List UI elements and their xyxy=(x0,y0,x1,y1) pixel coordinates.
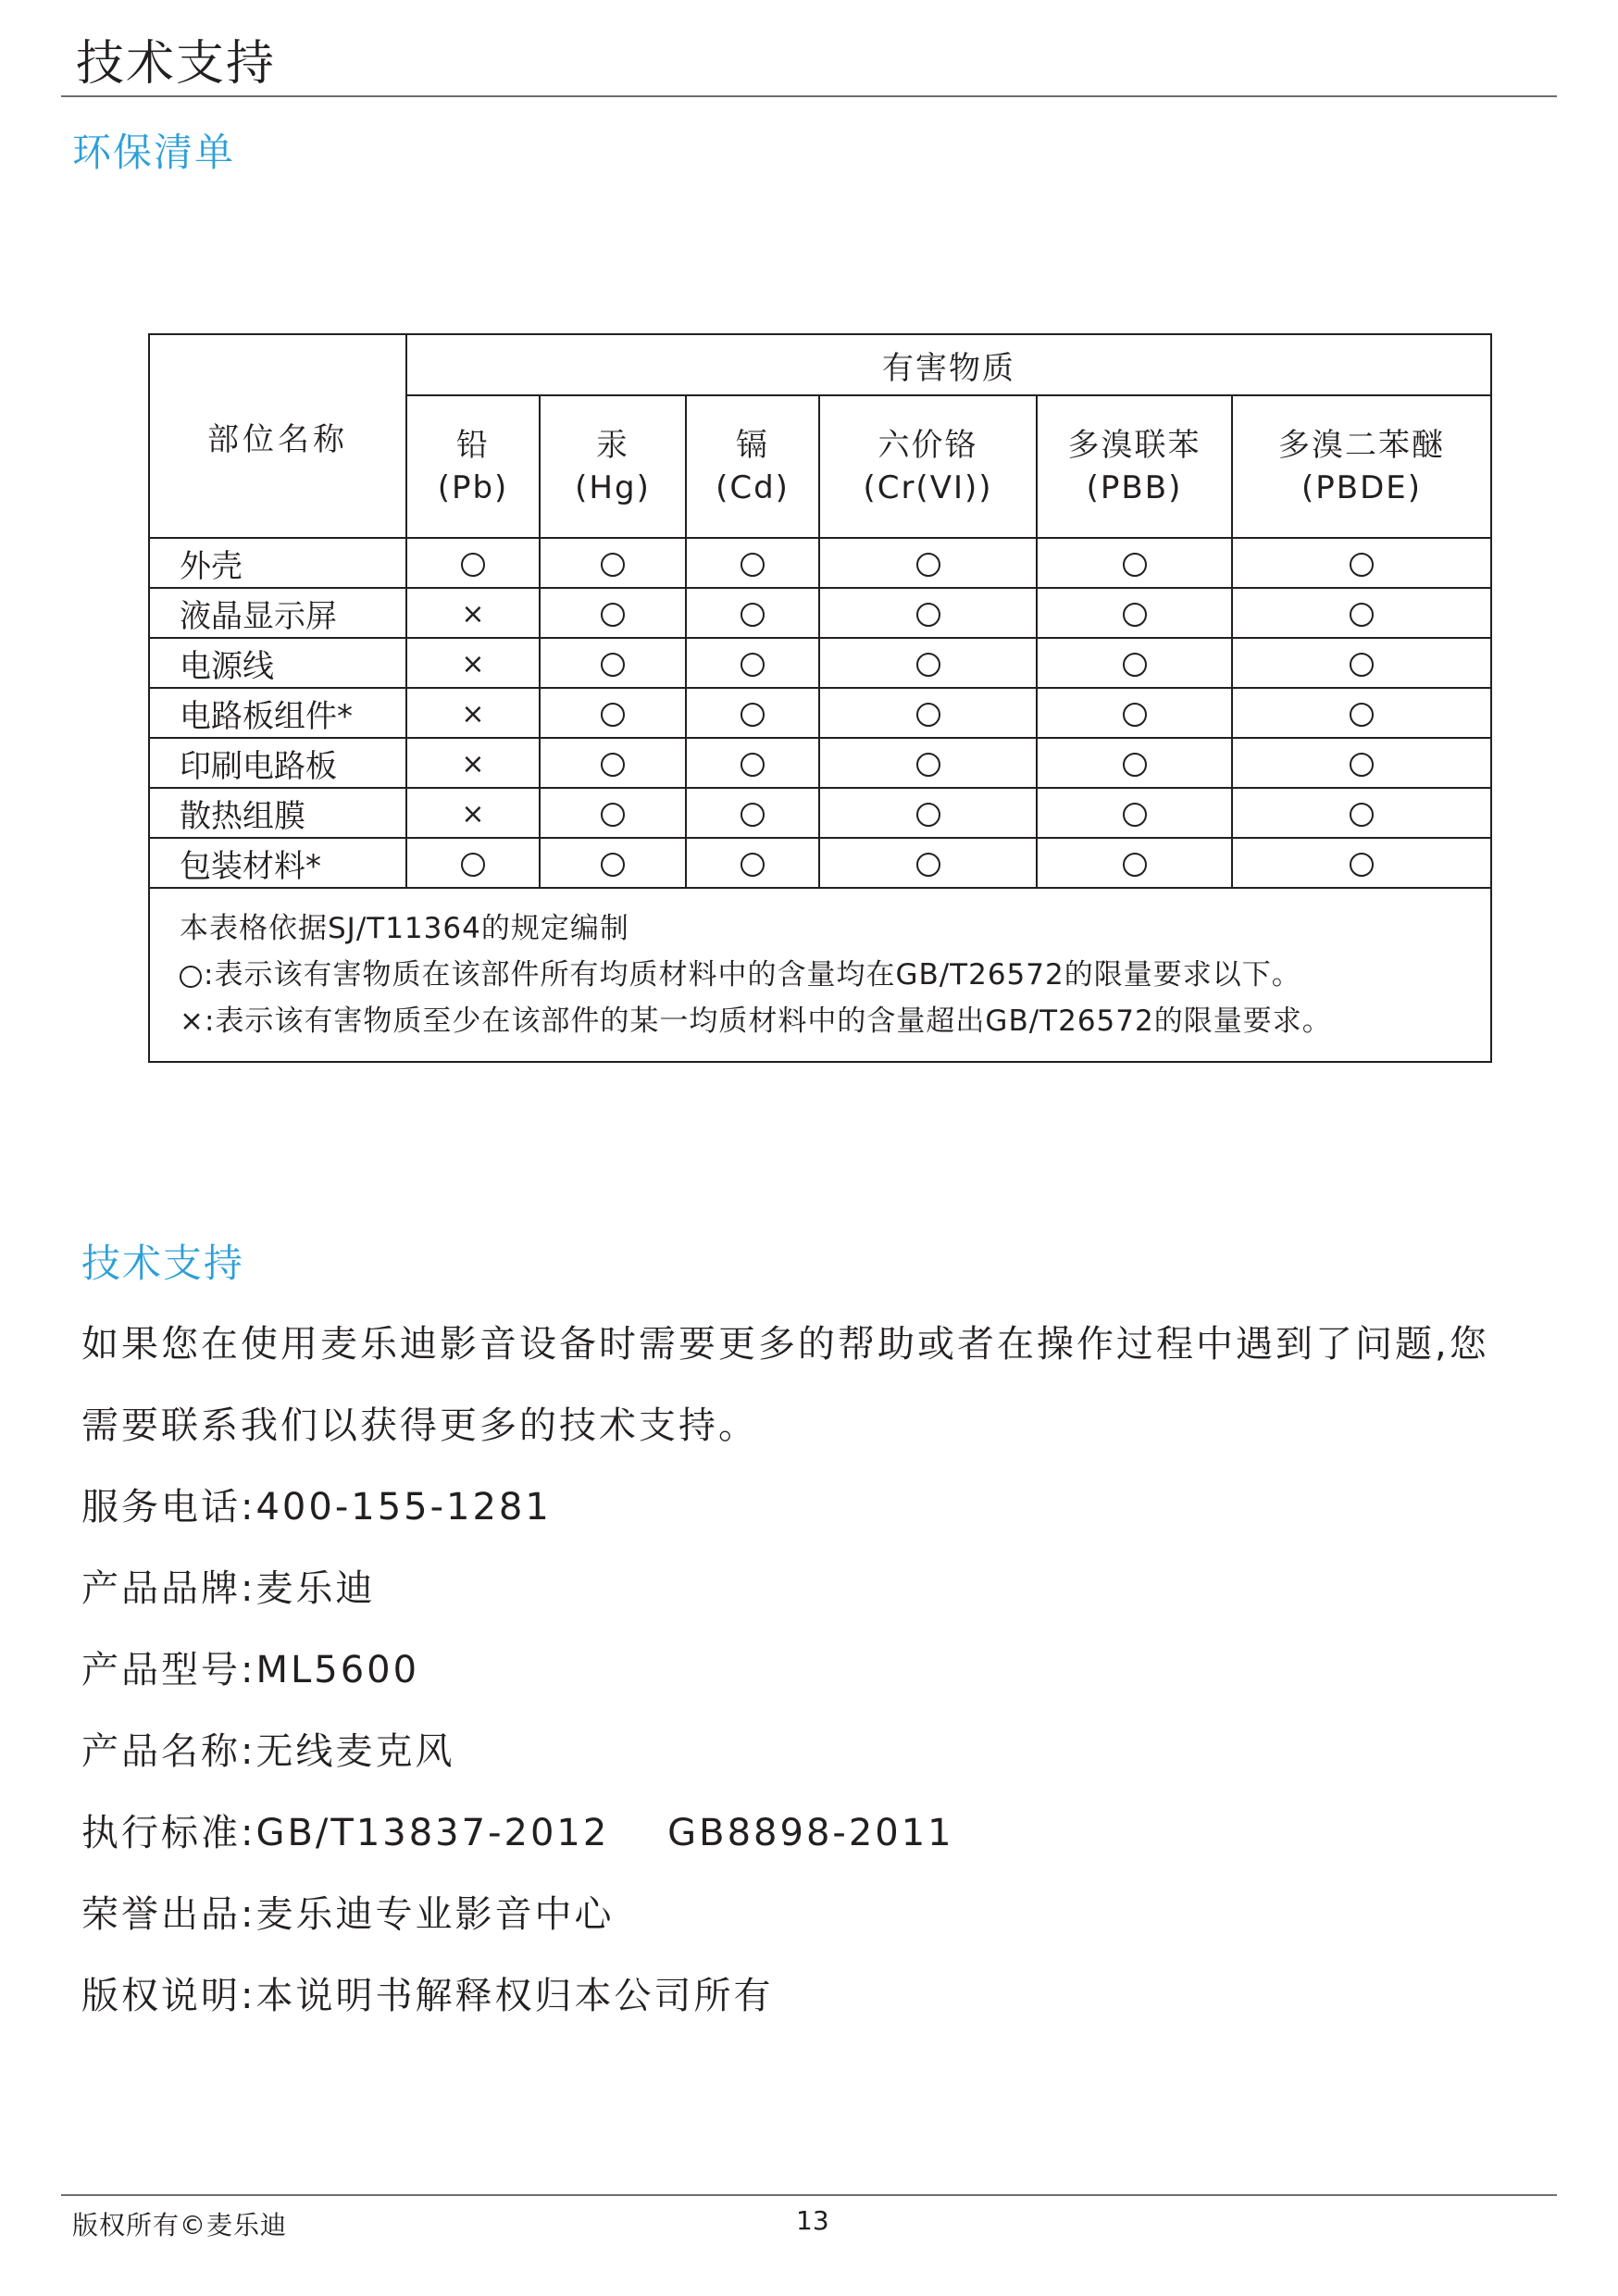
hazard-column-header xyxy=(406,395,540,538)
standards: 执行标准:GB/T13837-2012 GB8898-2011 xyxy=(81,1812,954,1854)
circle-icon xyxy=(916,803,940,827)
circle-icon xyxy=(1350,853,1374,877)
circle-icon xyxy=(916,853,940,877)
mark-cell xyxy=(686,838,819,888)
hazard-name: 汞 xyxy=(596,427,629,464)
mark-cell xyxy=(819,588,1037,638)
copyright-statement: 版权说明:本说明书解释权归本公司所有 xyxy=(81,1975,774,2017)
circle-icon xyxy=(1350,703,1374,727)
mark-cell xyxy=(540,588,686,638)
circle-icon xyxy=(741,603,765,627)
mark-cell xyxy=(819,688,1037,738)
circle-icon xyxy=(1123,603,1147,627)
circle-icon xyxy=(601,653,625,677)
cross-mark: × xyxy=(461,597,485,630)
circle-icon xyxy=(1350,653,1374,677)
table-row xyxy=(149,688,1491,738)
support-paragraph-line-2: 需要联系我们以获得更多的技术支持。 xyxy=(81,1404,758,1447)
mark-cell xyxy=(686,538,819,588)
support-paragraph-line-1: 如果您在使用麦乐迪影音设备时需要更多的帮助或者在操作过程中遇到了问题,您 xyxy=(81,1323,1489,1366)
part-name-cell: 印刷电路板 xyxy=(149,738,406,788)
circle-icon xyxy=(741,653,765,677)
footer-copyright: 版权所有©麦乐迪 xyxy=(72,2210,288,2240)
mark-cell xyxy=(1232,588,1491,638)
mark-cell xyxy=(819,788,1037,838)
circle-icon xyxy=(916,553,940,577)
circle-icon xyxy=(916,653,940,677)
table-row xyxy=(149,638,1491,688)
cross-mark: × xyxy=(461,647,485,680)
hazard-substances-header: 有害物质 xyxy=(406,334,1491,395)
mark-cell xyxy=(1037,588,1232,638)
mark-cell xyxy=(1037,788,1232,838)
circle-icon xyxy=(461,553,485,577)
mark-cell xyxy=(819,638,1037,688)
circle-icon xyxy=(1350,553,1374,577)
part-name-cell: 包装材料* xyxy=(149,838,406,888)
part-name-cell: 电源线 xyxy=(149,638,406,688)
mark-cell xyxy=(406,838,540,888)
hazard-column-header xyxy=(686,395,819,538)
cross-symbol: × xyxy=(180,1004,205,1038)
mark-cell xyxy=(1037,688,1232,738)
page-title: 技术支持 xyxy=(76,36,277,92)
mark-cell xyxy=(1037,838,1232,888)
mark-cell xyxy=(1232,538,1491,588)
circle-icon xyxy=(601,703,625,727)
support-heading: 技术支持 xyxy=(81,1241,245,1286)
circle-icon xyxy=(1350,803,1374,827)
mark-cell xyxy=(406,788,540,838)
circle-icon xyxy=(741,853,765,877)
table-row xyxy=(149,788,1491,838)
circle-icon xyxy=(1123,853,1147,877)
mark-cell xyxy=(686,588,819,638)
part-name-cell: 散热组膜 xyxy=(149,788,406,838)
mark-cell xyxy=(406,588,540,638)
product-name: 产品名称:无线麦克风 xyxy=(81,1730,455,1773)
table-notes xyxy=(149,888,1491,1062)
circle-icon xyxy=(1123,703,1147,727)
circle-icon xyxy=(1350,603,1374,627)
part-name-cell: 外壳 xyxy=(149,538,406,588)
circle-icon xyxy=(601,553,625,577)
circle-icon xyxy=(1350,753,1374,777)
note-circle-line xyxy=(180,952,1490,998)
mark-cell xyxy=(1232,788,1491,838)
hazard-name: 镉 xyxy=(736,427,769,464)
note-basis: 本表格依据SJ/T11364的规定编制 xyxy=(180,912,629,945)
mark-cell xyxy=(540,638,686,688)
hazard-symbol: (Cd) xyxy=(716,469,790,506)
mark-cell xyxy=(540,738,686,788)
mark-cell xyxy=(1232,738,1491,788)
hazard-column-header xyxy=(1232,395,1491,538)
mark-cell xyxy=(686,788,819,838)
circle-icon xyxy=(741,753,765,777)
part-name-header: 部位名称 xyxy=(149,334,406,538)
environmental-list-heading: 环保清单 xyxy=(72,130,236,175)
circle-icon xyxy=(601,603,625,627)
hazardous-substances-table xyxy=(148,333,1492,1063)
mark-cell xyxy=(1232,638,1491,688)
part-name-cell: 液晶显示屏 xyxy=(149,588,406,638)
circle-icon xyxy=(741,703,765,727)
mark-cell xyxy=(1037,638,1232,688)
mark-cell xyxy=(686,688,819,738)
note-circle-text: :表示该有害物质在该部件所有均质材料中的含量均在GB/T26572的限量要求以下。 xyxy=(204,958,1301,992)
service-phone: 服务电话:400-155-1281 xyxy=(81,1486,552,1529)
circle-icon xyxy=(741,553,765,577)
mark-cell xyxy=(540,838,686,888)
mark-cell xyxy=(1232,688,1491,738)
mark-cell xyxy=(406,538,540,588)
circle-icon xyxy=(601,853,625,877)
hazard-symbol: (Hg) xyxy=(575,469,651,506)
hazard-name: 六价铬 xyxy=(877,427,978,464)
part-name-cell: 电路板组件* xyxy=(149,688,406,738)
hazard-column-header xyxy=(819,395,1037,538)
cross-mark: × xyxy=(461,697,485,730)
table-row xyxy=(149,588,1491,638)
produced-by: 荣誉出品:麦乐迪专业影音中心 xyxy=(81,1893,615,1936)
footer-divider xyxy=(61,2194,1557,2196)
mark-cell xyxy=(540,788,686,838)
mark-cell xyxy=(1037,738,1232,788)
hazard-symbol: (Cr(VI)) xyxy=(863,469,993,506)
product-brand: 产品品牌:麦乐迪 xyxy=(81,1567,376,1610)
circle-icon xyxy=(916,603,940,627)
product-model: 产品型号:ML5600 xyxy=(81,1649,420,1691)
mark-cell xyxy=(819,838,1037,888)
circle-icon xyxy=(741,803,765,827)
mark-cell xyxy=(686,738,819,788)
hazard-symbol: (PBDE) xyxy=(1301,469,1423,506)
cross-mark: × xyxy=(461,797,485,830)
table-row xyxy=(149,738,1491,788)
mark-cell xyxy=(540,688,686,738)
mark-cell xyxy=(406,738,540,788)
circle-icon xyxy=(1123,803,1147,827)
top-divider xyxy=(61,95,1557,97)
circle-icon xyxy=(1123,553,1147,577)
mark-cell xyxy=(540,538,686,588)
hazard-name: 多溴二苯醚 xyxy=(1278,427,1446,464)
circle-icon xyxy=(1123,653,1147,677)
hazard-symbol: (Pb) xyxy=(437,469,509,506)
mark-cell xyxy=(819,538,1037,588)
note-cross-line xyxy=(180,998,1490,1044)
circle-icon xyxy=(916,703,940,727)
table-row xyxy=(149,538,1491,588)
page-number: 13 xyxy=(796,2205,829,2236)
mark-cell xyxy=(686,638,819,688)
table-row xyxy=(149,838,1491,888)
mark-cell xyxy=(406,688,540,738)
circle-icon xyxy=(916,753,940,777)
circle-icon xyxy=(601,803,625,827)
circle-icon xyxy=(461,853,485,877)
circle-icon xyxy=(180,966,202,988)
hazard-column-header xyxy=(1037,395,1232,538)
hazard-column-header xyxy=(540,395,686,538)
cross-mark: × xyxy=(461,747,485,780)
circle-icon xyxy=(1123,753,1147,777)
note-cross-text: :表示该有害物质至少在该部件的某一均质材料中的含量超出GB/T26572的限量要求。 xyxy=(204,1004,1332,1038)
table-body xyxy=(149,538,1491,888)
hazard-name: 多溴联苯 xyxy=(1067,427,1201,464)
circle-icon xyxy=(601,753,625,777)
mark-cell xyxy=(1037,538,1232,588)
mark-cell xyxy=(819,738,1037,788)
mark-cell xyxy=(406,638,540,688)
mark-cell xyxy=(1232,838,1491,888)
hazard-symbol: (PBB) xyxy=(1086,469,1183,506)
hazard-name: 铅 xyxy=(456,427,490,464)
